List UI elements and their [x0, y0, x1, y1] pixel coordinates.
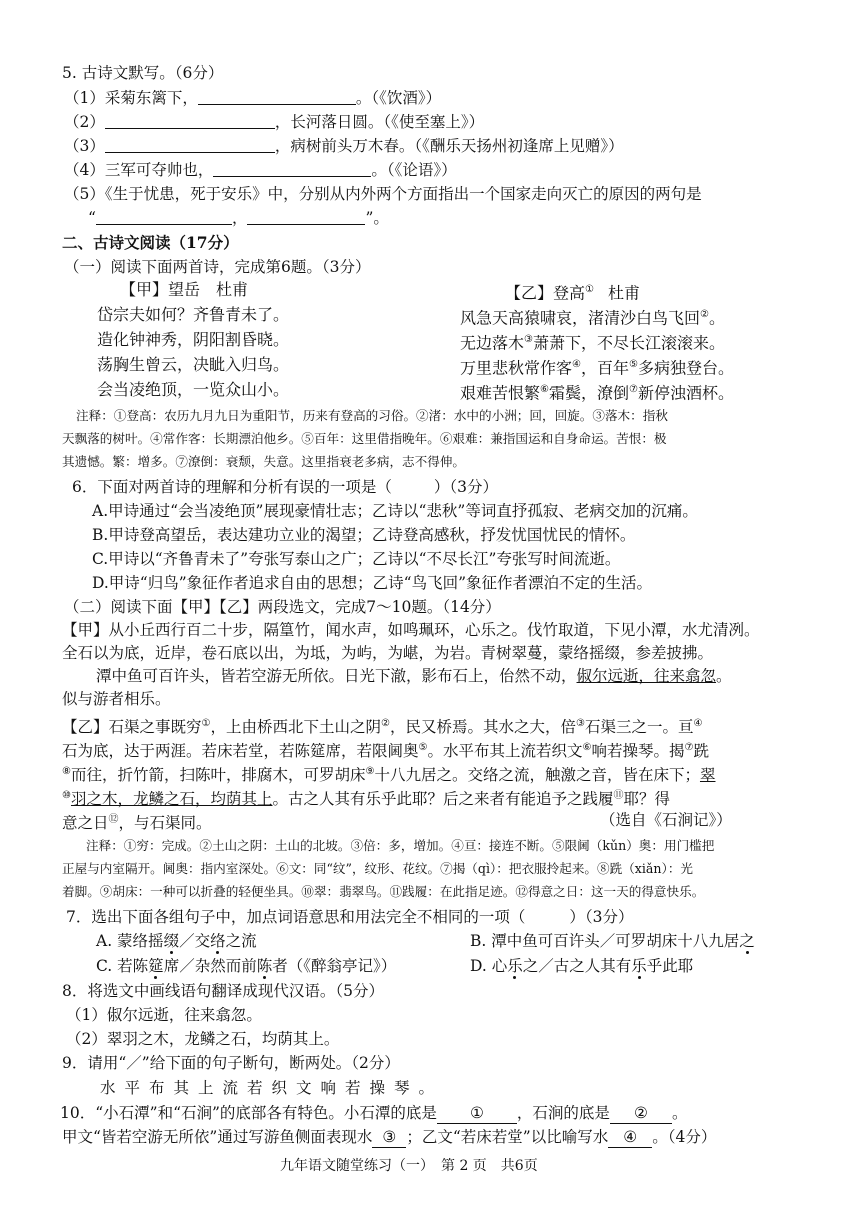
q7-option-d: D. 心乐之／古之人其有乐乎此耶	[470, 957, 694, 975]
answer-blank[interactable]	[213, 160, 371, 177]
answer-blank[interactable]	[105, 136, 275, 153]
q5-item-2: （2） ，长河落日圆。（《使至塞上》）	[64, 113, 485, 131]
poem-yi-line: 艰难苦恨繁⑥霜鬓，潦倒⑦新停浊酒杯。	[460, 383, 734, 403]
q5-item-4: （4）三军可夺帅也， 。（《论语》）	[64, 161, 457, 179]
poem-note: 注释：①登高：农历九月九日为重阳节，历来有登高的习俗。②渚：水中的小洲；回，回旋。③落木：指秋	[76, 408, 668, 423]
q7-option-a: A. 蒙络摇缀／交络之流	[96, 932, 257, 950]
q7-stem: 7．选出下面各组句子中，加点词语意思和用法完全不相同的一项（ ）（3分）	[66, 908, 634, 926]
prose-jia-line: 潭中鱼可百许头，皆若空游无所依。日光下澈，影布石上，佁然不动，俶尔远逝，往来翕忽。	[96, 667, 732, 685]
q6-option-b: B.甲诗登高望岳，表达建功立业的渴望；乙诗登高感秋，抒发忧国忧民的情怀。	[92, 526, 636, 544]
underlined-sentence: 俶尔远逝，往来翕忽	[576, 667, 717, 685]
q8-item-2: （2）翠羽之木，龙鳞之石，均荫其上。	[66, 1030, 340, 1048]
poem-jia-line: 会当凌绝顶，一览众山小。	[97, 380, 290, 399]
prose-yi-line: 【乙】石渠之事既穷①，上由桥西北下土山之阴②，民又桥焉。其水之大，倍③石渠三之一。亘④	[62, 718, 703, 737]
prose-yi-line: ⑩羽之木，龙鳞之石，均荫其上。古之人其有乐乎此耶？后之来者有能追予之践履⑪耶？得	[62, 790, 671, 809]
underlined-sentence: 羽之木，龙鳞之石，均荫其上	[70, 790, 273, 809]
prose-jia-line: 【甲】从小丘西行百二十步，隔篁竹，闻水声，如鸣珮环，心乐之。伐竹取道，下见小潭，水尤清冽。	[62, 621, 760, 639]
q6-stem: 6．下面对两首诗的理解和分析有误的一项是（ ）（3分）	[72, 478, 498, 496]
poem-note: 其遗憾。繁：增多。⑦潦倒：衰颓，失意。这里指衰老多病，志不得伸。	[62, 454, 465, 469]
section-2-title: 二、古诗文阅读（17分）	[62, 233, 239, 252]
poem-yi-line: 万里悲秋常作客④，百年⑤多病独登台。	[460, 358, 734, 378]
q10-line-2: 甲文“皆若空游无所依”通过写游鱼侧面表现水 ③ ；乙文“若床若堂”以比喻写水 ④ 。（4分）	[62, 1128, 717, 1146]
prose-source: （选自《石涧记》）	[600, 811, 732, 829]
prose-note: 着脚。⑨胡床：一种可以折叠的轻便坐具。⑩翠：翡翠鸟。⑪践履：在此指足迹。⑫得意之日：这一天的得意快乐。	[62, 884, 705, 899]
q9-stem: 9．请用“／”给下面的句子断句，断两处。（2分）	[62, 1054, 400, 1072]
prose-yi-line: 意之日⑫，与石渠同。	[62, 814, 212, 833]
answer-blank-4[interactable]: ④	[608, 1127, 652, 1148]
answer-blank[interactable]	[105, 112, 275, 129]
part-1-title: （一）阅读下面两首诗，完成第6题。（3分）	[64, 258, 371, 276]
answer-slot[interactable]	[392, 478, 434, 494]
q5-item-5: （5）《生于忧患，死于安乐》中，分别从内外两个方面指出一个国家走向灭亡的原因的两句是	[64, 185, 702, 203]
prose-yi-line: ⑧而往，折竹箭，扫陈叶，排腐木，可罗胡床⑨十八九居之。交络之流，触激之音，皆在床下；翠	[62, 766, 716, 785]
poem-jia-line: 岱宗夫如何？齐鲁青未了。	[97, 305, 290, 324]
poem-jia-line: 造化钟神秀，阴阳割昏晓。	[97, 330, 290, 349]
q5-item-5-blanks: “ ， ”。	[88, 209, 389, 227]
answer-blank-1[interactable]: ①	[437, 1103, 517, 1124]
poem-yi-line: 风急天高猿啸哀，渚清沙白鸟飞回②。	[460, 308, 725, 328]
poem-note: 天飘落的树叶。④常作客：长期漂泊他乡。⑤百年：这里借指晚年。⑥艰难：兼指国运和自身命运。苦恨：极	[62, 431, 667, 446]
poem-yi-title: 【乙】登高① 杜甫	[505, 283, 640, 303]
prose-jia-line: 似与游者相乐。	[62, 690, 171, 708]
answer-blank[interactable]	[198, 88, 356, 105]
answer-blank-3[interactable]: ③	[372, 1127, 406, 1148]
answer-blank[interactable]	[247, 208, 365, 225]
prose-note: 注释：①穷：完成。②土山之阴：土山的北坡。③倍：多，增加。④亘：接连不断。⑤限阃（kǔn）奥：用门槛把	[86, 838, 715, 853]
part-2-title: （二）阅读下面【甲】【乙】两段选文，完成7～10题。（14分）	[64, 598, 501, 616]
q8-item-1: （1）俶尔远逝，往来翕忽。	[66, 1006, 262, 1024]
page-footer: 九年语文随堂练习（一） 第 2 页 共6页	[280, 1158, 538, 1174]
prose-jia-line: 全石以为底，近岸，卷石底以出，为坻，为屿，为嵁，为岩。青树翠蔓，蒙络摇缀，参差披拂。	[62, 644, 714, 662]
q6-option-a: A.甲诗通过“会当凌绝顶”展现豪情壮志；乙诗以“悲秋”等词直抒孤寂、老病交加的沉痛。	[92, 502, 698, 520]
prose-yi-line: 石为底，达于两涯。若床若堂，若陈筵席，若限阃奥⑤。水平布其上流若织文⑥响若操琴。揭⑦跣	[62, 742, 709, 761]
prose-note: 正屋与内室隔开。阃奥：指内室深处。⑥文：同“纹”，纹形、花纹。⑦揭（qì）：把衣服拎起来。⑧跣（xiǎn）：光	[62, 861, 694, 876]
poem-yi-line: 无边落木③萧萧下，不尽长江滚滚来。	[460, 333, 725, 353]
answer-blank[interactable]	[96, 208, 232, 225]
poem-jia-title: 【甲】望岳 杜甫	[120, 280, 249, 299]
answer-blank-2[interactable]: ②	[610, 1103, 672, 1124]
q7-option-b: B. 潭中鱼可百许头／可罗胡床十八九居之	[470, 932, 755, 950]
q9-sentence[interactable]: 水平布其上流若织文响若操琴。	[100, 1079, 444, 1097]
poem-jia-line: 荡胸生曾云，决眦入归鸟。	[97, 355, 290, 374]
q5-item-3: （3） ，病树前头万木春。（《酬乐天扬州初逢席上见赠》）	[64, 137, 624, 155]
q5-title: 5. 古诗文默写。（6分）	[62, 64, 224, 82]
q10-line-1: 10．“小石潭”和“石涧”的底部各有特色。小石潭的底是 ① ，石涧的底是 ② 。	[60, 1104, 688, 1122]
q8-stem: 8．将选文中画线语句翻译成现代汉语。（5分）	[62, 982, 384, 1000]
q7-option-c: C. 若陈筵席／杂然而前陈者（《醉翁亭记》）	[96, 957, 397, 975]
q6-option-c: C.甲诗以“齐鲁青未了”夸张写泰山之广；乙诗以“不尽长江”夸张写时间流逝。	[92, 550, 621, 568]
q5-item-1: （1）采菊东篱下， 。（《饮酒》）	[64, 89, 442, 107]
q6-option-d: D.甲诗“归鸟”象征作者追求自由的思想；乙诗“鸟飞回”象征作者漂泊不定的生活。	[92, 574, 653, 592]
